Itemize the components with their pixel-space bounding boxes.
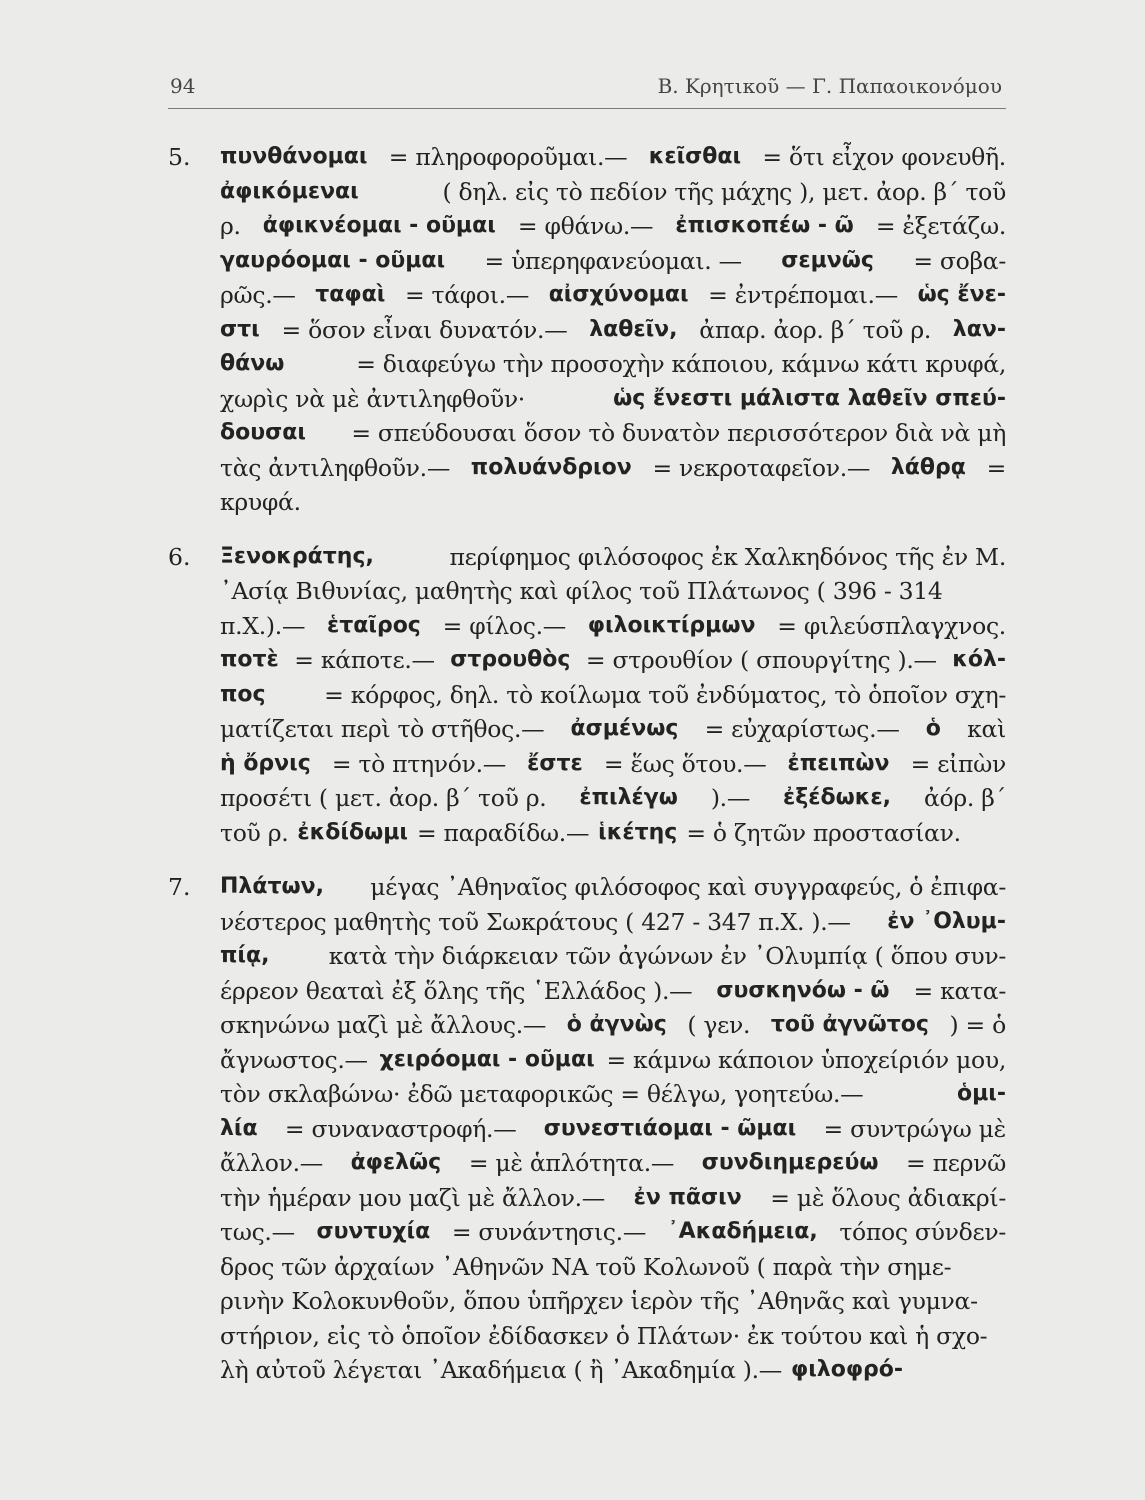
definition-text: τὴν ἡμέραν μου μαζὶ μὲ ἄλλον.— [220,1183,605,1212]
headword: λαθεῖν, [589,316,678,342]
headword: αἰσχύνομαι [548,282,689,307]
headword: ἐπισκοπέω - ῶ [675,213,854,238]
definition-text: = σοβα- [913,246,1006,275]
headword: λαν- [952,316,1006,342]
text-line [220,1353,1006,1388]
definition-text: έρρεον θεαταὶ ἐξ ὅλης τῆς ῾Ελλάδος ).— [220,976,693,1005]
text-line [220,244,1006,279]
definition-text: = κάποτε.— [294,646,435,674]
definition-text: χωρὶς νὰ μὲ ἀντιληφθοῦν· [220,384,525,413]
headword: γαυρόομαι - οῦμαι [220,247,446,273]
definition-text: = ὅσον εἶναι δυνατόν.— [281,315,568,344]
definition-text: = συντρώγω μὲ [823,1114,1006,1143]
definition-text: = [986,453,1006,482]
headword: Πλάτων, [220,874,324,899]
definition-text: λὴ αὐτοῦ λέγεται ᾿Ακαδήμεια ( ἢ ᾿Ακαδημία ).— [220,1356,783,1384]
text-line [220,939,1006,974]
text-line [220,1319,1006,1354]
definition-text: ἀόρ. β΄ [923,784,1006,812]
text-line [220,451,1006,486]
headword: ἱκέτης [598,819,678,845]
text-line [220,175,1006,210]
text-line [220,1043,1006,1078]
text-line [220,1181,1006,1216]
headword: ἐξέδωκε, [783,785,891,810]
text-line [220,816,1006,851]
headword: λάθρᾳ [890,454,966,480]
definition-text: ματίζεται περὶ τὸ στῆθος.— [220,715,545,743]
text-line [220,1250,1006,1285]
headword: ἐν πᾶσιν [633,1184,742,1210]
definition-text: τόπος σύνδεν- [839,1218,1006,1246]
definition-text: προσέτι ( μετ. ἀορ. β΄ τοῦ ρ. [220,784,547,812]
headword: ταφαὶ [315,282,386,307]
headword: ἡ ὄρνις [220,750,311,776]
headword: ὡς ἔνε- [917,282,1006,307]
definition-text: = κάμνω κάποιον ὑποχείριόν μου, [606,1045,1006,1074]
headword: φιλοικτίρμων [587,612,756,638]
headword: ποτὲ [220,647,279,672]
text-line [220,1284,1006,1319]
definition-text: ἄλλον.— [220,1149,323,1177]
definition-text: = μὲ ὅλους ἀδιακρί- [770,1183,1006,1212]
headword: στρουθὸς [450,647,571,672]
definition-text: τὰς ἀντιληφθοῦν.— [220,453,451,482]
definition-text: δρος τῶν ἀρχαίων ᾿Αθηνῶν ΝΑ τοῦ Κολωνοῦ ( παρὰ τὴν σημε- [220,1252,952,1281]
glossary-body [168,140,1006,1408]
definition-text: νέστερος μαθητὴς τοῦ Σωκράτους ( 427 - 347 π.Χ. ).— [220,907,851,936]
text-line [220,313,1006,348]
text-line [220,1112,1006,1147]
page-number: 94 [170,74,196,98]
text-line [220,1146,1006,1181]
definition-text: περίφημος φιλόσοφος ἐκ Χαλκηδόνος τῆς ἐν Μ. [449,542,1006,571]
headword: πίᾳ, [220,943,270,968]
headword: ἀσμένως [570,716,679,741]
definition-text: = τάφοι.— [404,281,530,309]
glossary-entry [168,870,1006,1388]
headword: ἑταῖρος [326,612,421,638]
definition-text: σκηνώνω μαζὶ μὲ ἄλλους.— [220,1011,547,1039]
header-rule [168,108,1006,109]
definition-text: ( γεν. [687,1011,751,1039]
headword: ἐπιλέγω [579,785,678,810]
definition-text: ρινὴν Κολοκυνθοῦν, ὅπου ὑπῆρχεν ἱερὸν τῆς ᾿Αθηνᾶς καὶ γυμνα- [220,1287,978,1315]
definition-text: καὶ [967,715,1006,743]
definition-text: κρυφά. [220,488,301,516]
text-line [220,540,1006,575]
definition-text: = ὁ ζητῶν προστασίαν. [686,818,961,847]
text-line [220,609,1006,644]
headword: Ξενοκράτης, [220,543,374,569]
headword: ἀφελῶς [350,1150,442,1175]
definition-text: ( δηλ. εἰς τὸ πεδίον τῆς μάχης ), μετ. ἀορ. β΄ τοῦ [442,177,1006,206]
definition-text: = ἐξετάζω. [875,212,1006,240]
headword: ὡς ἔνεστι μάλιστα λαθεῖν σπεύ- [613,385,1006,411]
text-line [220,747,1006,782]
text-line [220,974,1006,1009]
text-line [220,416,1006,451]
running-header [170,74,1002,110]
definition-text: = τὸ πτηνόν.— [331,749,507,778]
headword: φιλοφρό- [791,1357,904,1382]
definition-text: = κόρφος, δηλ. τὸ κοίλωμα τοῦ ἐνδύματος, τὸ ὁποῖον σχη- [324,680,1006,709]
headword: κόλ- [952,647,1006,672]
definition-text: ) = ὁ [949,1011,1006,1039]
text-line [220,382,1006,417]
headword: θάνω [220,351,285,376]
headword: λία [220,1115,258,1141]
headword: χειρόομαι - οῦμαι [379,1046,595,1072]
definition-text: = εὐχαρίστως.— [704,715,900,743]
definition-text: ρῶς.— [220,281,296,309]
headword: ὁ ἀγνὼς [566,1012,667,1037]
text-line [220,712,1006,747]
headword: ἐν ᾿Ολυμ- [887,908,1006,934]
definition-text: τοῦ ρ. [220,818,289,847]
definition-text: = συνάντησις.— [451,1218,647,1246]
text-line [220,574,1006,609]
definition-text: = εἰπὼν [910,749,1006,778]
headword: ὁμι- [956,1081,1006,1106]
text-line [220,347,1006,382]
definition-text: ρ. [220,212,241,240]
headword: συνεστιάομαι - ῶμαι [543,1115,797,1141]
headword: τοῦ ἀγνῶτος [770,1012,929,1037]
text-line [220,643,1006,678]
entry-number: 6. [168,542,191,571]
definition-text: = στρουθίον ( σπουργίτης ).— [585,646,937,674]
definition-text: = φθάνω.— [517,212,654,240]
definition-text: = νεκροταφεῖον.— [652,453,871,482]
definition-text: = συναναστροφή.— [284,1114,517,1143]
text-line [220,140,1006,175]
definition-text: ).— [710,784,751,812]
headword: σεμνῶς [781,247,874,273]
entry-number: 5. [168,143,191,171]
definition-text: τως.— [220,1218,295,1246]
definition-text: ᾿Ασίᾳ Βιθυνίας, μαθητὴς καὶ φίλος τοῦ Πλάτωνος ( 396 - 314 [220,577,943,605]
definition-text: π.Χ.).— [220,611,306,640]
headword: δουσαι [220,420,306,445]
definition-text: = παραδίδω.— [416,818,590,847]
definition-text: στήριον, εἰς τὸ ὁποῖον ἐδίδασκεν ὁ Πλάτων· ἐκ τούτου καὶ ἡ σχο- [220,1321,988,1350]
definition-text: κατὰ τὴν διάρκειαν τῶν ἀγώνων ἐν ᾿Ολυμπίᾳ ( ὅπου συν- [328,942,1006,970]
text-line [220,905,1006,940]
definition-text: = διαφεύγω τὴν προσοχὴν κάποιου, κάμνω κάτι κρυφά, [356,350,1006,378]
definition-text: = πληροφοροῦμαι.— [388,143,628,171]
headword: πολυάνδριον [470,454,632,480]
glossary-entry [168,540,1006,851]
text-line [220,1077,1006,1112]
headword: πυνθάνομαι [220,144,368,169]
definition-text: = φιλεύσπλαγχνος. [777,611,1006,640]
text-line [220,278,1006,313]
text-line [220,678,1006,713]
definition-text: = ὅτι εἶχον φονευθῆ. [762,143,1006,171]
headword: ᾿Ακαδήμεια, [667,1219,818,1244]
headword: στι [220,316,260,342]
headword: κεῖσθαι [648,144,742,169]
definition-text: = περνῶ [906,1149,1006,1177]
glossary-entry [168,140,1006,520]
headword: συντυχία [316,1219,431,1244]
text-line [220,485,1006,520]
headword: ἀφικνέομαι - οῦμαι [262,213,496,238]
headword: πος [220,681,266,707]
headword: ἔστε [527,750,583,776]
definition-text: ἄγνωστος.— [220,1045,368,1074]
definition-text: = σπεύδουσαι ὅσον τὸ δυνατὸν περισσότερον διὰ νὰ μὴ [351,419,1006,447]
entry-number: 7. [168,873,191,901]
text-line [220,1215,1006,1250]
text-line [220,781,1006,816]
headword: ὁ [925,716,941,741]
headword: συσκηνόω - ῶ [716,977,890,1003]
definition-text: = ὑπερηφανεύομαι. — [484,246,742,275]
running-head-authors: Β. Κρητικοῦ — Γ. Παπαοικονόμου [657,74,1002,98]
definition-text: = μὲ ἁπλότητα.— [468,1149,675,1177]
definition-text: τὸν σκλαβώνω· ἐδῶ μεταφορικῶς = θέλγω, γοητεύω.— [220,1080,864,1108]
text-line [220,1008,1006,1043]
definition-text: = φίλος.— [442,611,566,640]
definition-text: μέγας ᾿Αθηναῖος φιλόσοφος καὶ συγγραφεύς, ὁ ἐπιφα- [370,873,1006,901]
headword: ἐπειπὼν [787,750,890,776]
headword: ἀφικόμεναι [220,178,359,204]
headword: ἐκδίδωμι [297,819,408,845]
definition-text: = ἕως ὅτου.— [603,749,767,778]
text-line [220,209,1006,244]
definition-text: = ἐντρέπομαι.— [708,281,898,309]
text-line [220,870,1006,905]
definition-text: ἀπαρ. ἀορ. β΄ τοῦ ρ. [699,315,932,344]
definition-text: = κατα- [913,976,1006,1005]
headword: συνδιημερεύω [701,1150,879,1175]
